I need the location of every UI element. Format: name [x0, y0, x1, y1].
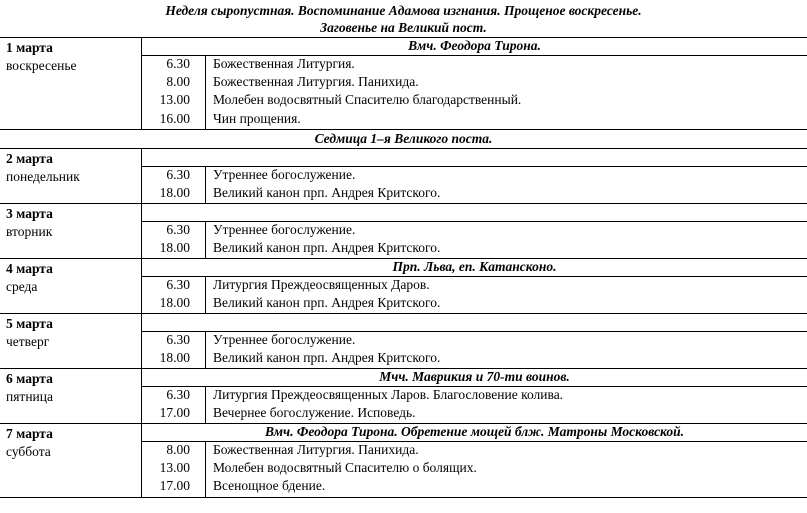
- service-text: Молебен водосвятный Спасителю о болящих.: [213, 460, 477, 476]
- service-time: 18.00: [159, 240, 190, 256]
- service-text: Молебен водосвятный Спасителю благодарственный.: [213, 92, 522, 108]
- day-weekday: воскресенье: [6, 58, 77, 73]
- service-text: Литургия Преждеосвященных Ларов. Благословение колива.: [213, 387, 564, 402]
- feast-title: Вмч. Феодора Тирона. Обретение мощей блж. Матроны Московской.: [264, 424, 685, 439]
- service-time: 17.00: [159, 478, 190, 494]
- service-time: 17.00: [159, 405, 190, 421]
- column-separator: [141, 368, 142, 423]
- service-text: Великий канон прп. Андрея Критского.: [213, 185, 441, 201]
- service-text: Утреннее богослужение.: [213, 167, 356, 182]
- service-time: 6.30: [166, 56, 190, 71]
- day-weekday: пятница: [6, 389, 53, 404]
- service-time: 16.00: [159, 110, 190, 126]
- day-weekday: четверг: [6, 334, 50, 349]
- day-divider: [0, 313, 807, 314]
- day-divider: [0, 497, 807, 498]
- section-title: Седмица 1–я Великого поста.: [314, 131, 493, 146]
- day-date: 5 марта: [6, 316, 53, 331]
- service-time: 13.00: [159, 460, 190, 476]
- service-time: 6.30: [166, 332, 190, 347]
- day-date: 3 марта: [6, 206, 53, 221]
- column-separator: [141, 37, 142, 129]
- time-text-separator: [205, 276, 206, 313]
- service-text: Божественная Литургия. Панихида.: [213, 442, 419, 457]
- day-date: 2 марта: [6, 151, 53, 166]
- header-line-1: Неделя сыропустная. Воспоминание Адамова изгнания. Прощеное воскресенье.: [165, 3, 642, 18]
- column-separator: [141, 148, 142, 203]
- time-text-separator: [205, 221, 206, 258]
- day-date: 6 марта: [6, 371, 53, 386]
- service-text: Великий канон прп. Андрея Критского.: [213, 295, 441, 311]
- service-text: Вечернее богослужение. Исповедь.: [213, 405, 416, 421]
- service-text: Чин прощения.: [213, 110, 301, 126]
- service-time: 8.00: [166, 74, 190, 90]
- feast-title: Прп. Льва, еп. Катансконо.: [392, 259, 557, 274]
- service-time: 18.00: [159, 185, 190, 201]
- service-text: Божественная Литургия.: [213, 56, 355, 71]
- day-weekday: понедельник: [6, 169, 80, 184]
- service-time: 8.00: [166, 442, 190, 457]
- column-separator: [141, 258, 142, 313]
- service-time: 6.30: [166, 167, 190, 182]
- service-text: Утреннее богослужение.: [213, 332, 356, 347]
- service-time: 6.30: [166, 222, 190, 237]
- day-weekday: суббота: [6, 444, 51, 459]
- section-divider: [0, 148, 807, 149]
- service-text: Литургия Преждеосвященных Даров.: [213, 277, 430, 292]
- day-date: 7 марта: [6, 426, 53, 441]
- day-date: 1 марта: [6, 40, 53, 55]
- service-time: 18.00: [159, 295, 190, 311]
- column-separator: [141, 313, 142, 368]
- day-weekday: вторник: [6, 224, 53, 239]
- time-text-separator: [205, 331, 206, 368]
- day-weekday: среда: [6, 279, 38, 294]
- feast-title: Вмч. Феодора Тирона.: [408, 38, 541, 53]
- service-text: Утреннее богослужение.: [213, 222, 356, 237]
- service-text: Великий канон прп. Андрея Критского.: [213, 240, 441, 256]
- feast-title: Мчч. Маврикия и 70-ти воинов.: [379, 369, 570, 384]
- service-text: Божественная Литургия. Панихида.: [213, 74, 419, 90]
- day-date: 4 марта: [6, 261, 53, 276]
- day-divider: [0, 129, 807, 130]
- column-separator: [141, 423, 142, 497]
- column-separator: [141, 203, 142, 258]
- service-time: 18.00: [159, 350, 190, 366]
- day-divider: [0, 203, 807, 204]
- service-time: 6.30: [166, 387, 190, 402]
- time-text-separator: [205, 441, 206, 497]
- service-time: 6.30: [166, 277, 190, 292]
- service-text: Великий канон прп. Андрея Критского.: [213, 350, 441, 366]
- time-text-separator: [205, 55, 206, 129]
- service-text: Всенощное бдение.: [213, 478, 326, 494]
- time-text-separator: [205, 386, 206, 423]
- service-time: 13.00: [159, 92, 190, 108]
- header-line-2: Заговенье на Великий пост.: [320, 20, 487, 35]
- time-text-separator: [205, 166, 206, 203]
